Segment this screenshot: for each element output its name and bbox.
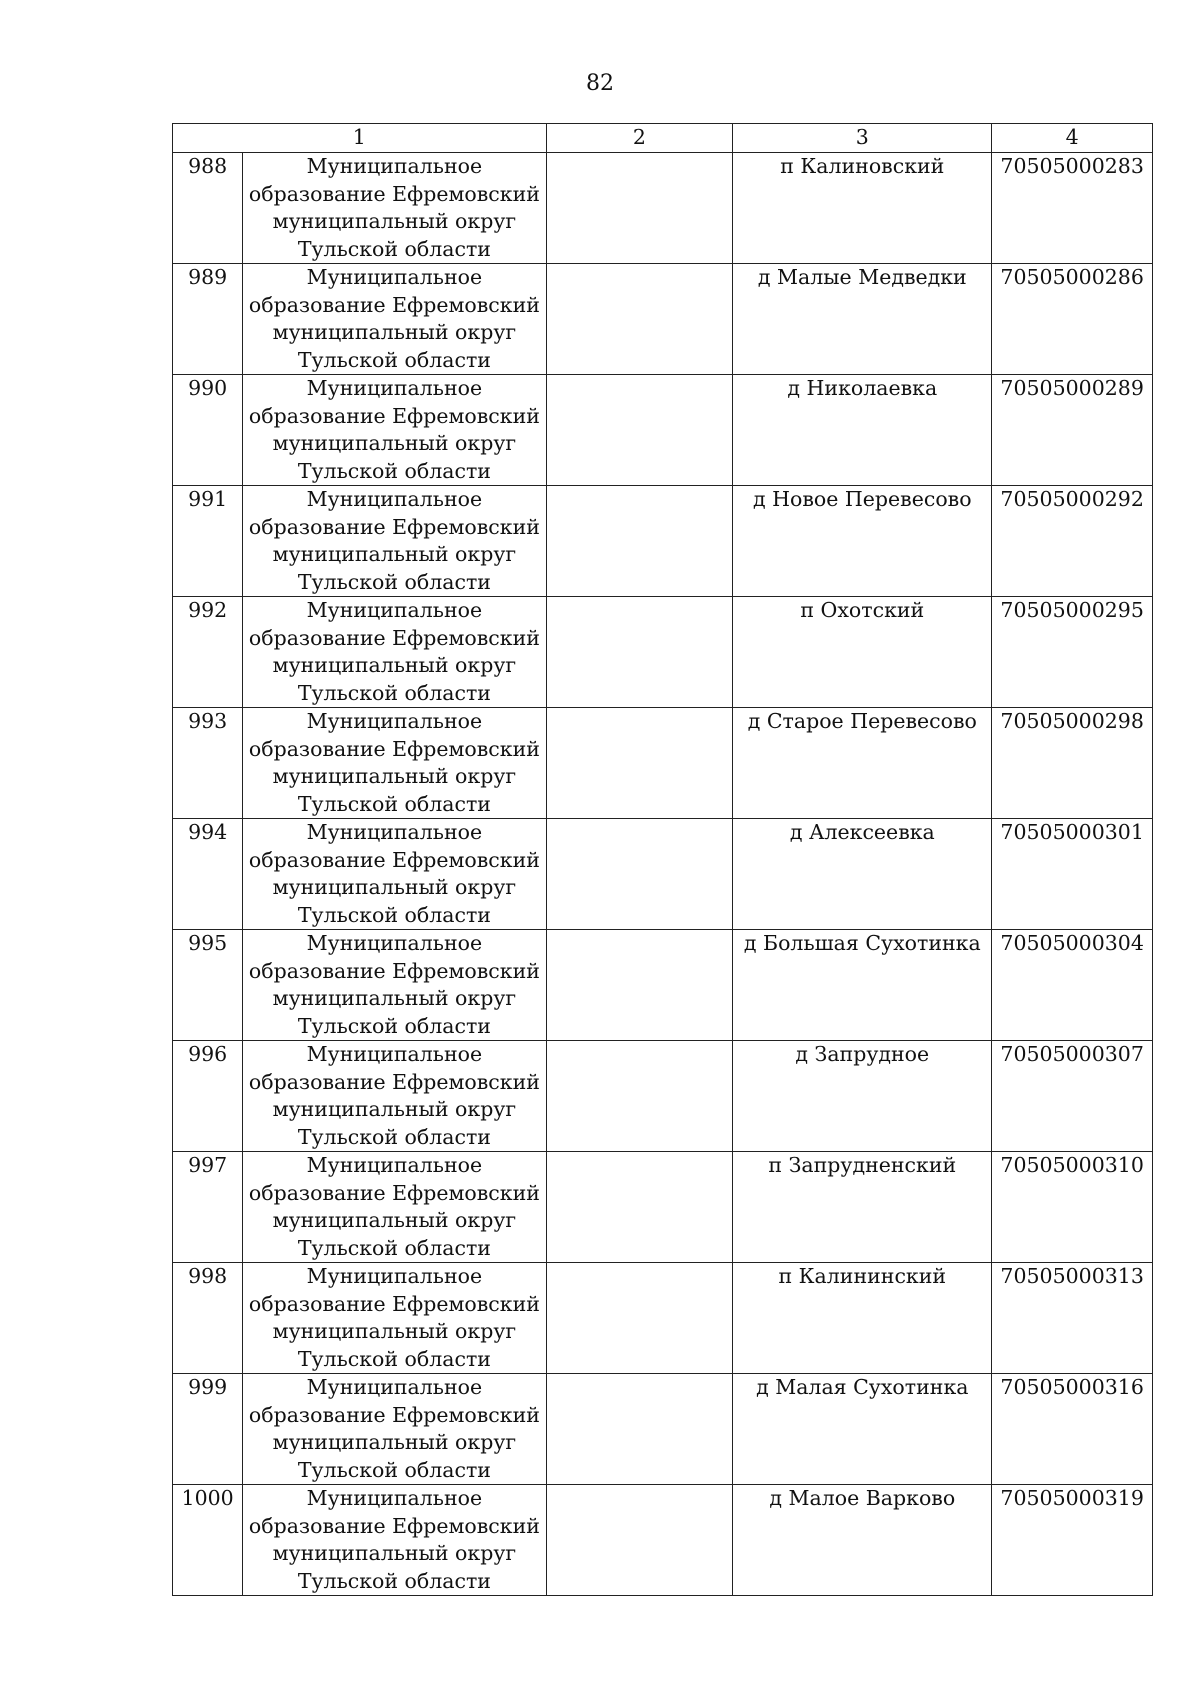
municipality-name-line: образование Ефремовский [248, 403, 540, 428]
table-row [173, 1374, 1153, 1485]
table-row [173, 930, 1153, 1041]
locality-cell: п Охотский [733, 597, 992, 708]
locality-cell: п Запрудненский [733, 1152, 992, 1263]
oktmo-code-cell: 70505000292 [992, 486, 1153, 597]
row-number-cell: 991 [173, 486, 243, 597]
locality-cell: д Алексеевка [733, 819, 992, 930]
oktmo-code-cell: 70505000319 [992, 1485, 1153, 1596]
municipality-name-line: образование Ефремовский [248, 736, 540, 761]
municipality-name-line: Тульской области [297, 1457, 491, 1482]
municipality-name-line: Тульской области [297, 1568, 491, 1593]
municipality-name-line: муниципальный округ [272, 986, 517, 1010]
table-header-row [173, 124, 1153, 153]
municipality-name-cell [243, 1374, 546, 1485]
row-number-cell: 996 [173, 1041, 243, 1152]
municipality-name-line: муниципальный округ [272, 1097, 517, 1121]
municipality-name-line: образование Ефремовский [248, 514, 540, 539]
municipality-name-line: Муниципальное [306, 1153, 483, 1177]
municipality-name-line: муниципальный округ [272, 653, 517, 677]
municipality-name-line: Тульской области [297, 1124, 491, 1149]
oktmo-code-cell: 70505000304 [992, 930, 1153, 1041]
header-cell-1: 1 [173, 124, 547, 153]
table-row [173, 1263, 1153, 1374]
municipality-name-cell [243, 930, 546, 1041]
locality-cell: д Запрудное [733, 1041, 992, 1152]
municipality-name-line: образование Ефремовский [248, 292, 540, 317]
row-number-cell: 995 [173, 930, 243, 1041]
municipality-name-line: Тульской области [297, 458, 491, 483]
row-number-cell: 990 [173, 375, 243, 486]
municipality-name-line: муниципальный округ [272, 764, 517, 788]
municipality-name-line: Муниципальное [306, 820, 483, 844]
municipality-name-line: образование Ефремовский [248, 958, 540, 983]
column-2-cell [546, 153, 733, 264]
table-row [173, 597, 1153, 708]
municipality-name-line: муниципальный округ [272, 1541, 517, 1565]
table-row [173, 819, 1153, 930]
municipality-name-line: Тульской области [297, 791, 491, 816]
oktmo-code-cell: 70505000295 [992, 597, 1153, 708]
column-2-cell [546, 708, 733, 819]
table-row [173, 264, 1153, 375]
locality-cell: д Старое Перевесово [733, 708, 992, 819]
municipality-name-line: Муниципальное [306, 1264, 483, 1288]
column-2-cell [546, 1152, 733, 1263]
data-table [172, 123, 1153, 1596]
locality-cell: д Большая Сухотинка [733, 930, 992, 1041]
municipality-name-line: Тульской области [297, 1235, 491, 1260]
oktmo-code-cell: 70505000298 [992, 708, 1153, 819]
oktmo-code-cell: 70505000310 [992, 1152, 1153, 1263]
header-cell-3: 3 [733, 124, 992, 153]
municipality-name-line: муниципальный округ [272, 542, 517, 566]
table-row [173, 1152, 1153, 1263]
municipality-name-cell [243, 597, 546, 708]
municipality-name-line: Тульской области [297, 1013, 491, 1038]
municipality-name-cell [243, 486, 546, 597]
oktmo-code-cell: 70505000307 [992, 1041, 1153, 1152]
header-cell-4: 4 [992, 124, 1153, 153]
column-2-cell [546, 1041, 733, 1152]
municipality-name-line: Муниципальное [306, 1486, 483, 1510]
municipality-name-line: образование Ефремовский [248, 181, 540, 206]
column-2-cell [546, 930, 733, 1041]
municipality-name-line: Муниципальное [306, 265, 483, 289]
locality-cell: д Малое Варково [733, 1485, 992, 1596]
municipality-name-line: Муниципальное [306, 598, 483, 622]
column-2-cell [546, 1263, 733, 1374]
municipality-name-line: образование Ефремовский [248, 1291, 540, 1316]
locality-cell: д Новое Перевесово [733, 486, 992, 597]
municipality-name-line: Муниципальное [306, 376, 483, 400]
table-row [173, 153, 1153, 264]
municipality-name-cell [243, 819, 546, 930]
row-number-cell: 992 [173, 597, 243, 708]
municipality-name-cell [243, 264, 546, 375]
municipality-name-line: образование Ефремовский [248, 1513, 540, 1538]
municipality-name-cell [243, 375, 546, 486]
locality-cell: п Калиновский [733, 153, 992, 264]
municipality-name-line: Муниципальное [306, 1375, 483, 1399]
oktmo-code-cell: 70505000313 [992, 1263, 1153, 1374]
municipality-name-line: образование Ефремовский [248, 1069, 540, 1094]
municipality-name-line: Муниципальное [306, 931, 483, 955]
column-2-cell [546, 486, 733, 597]
locality-cell: д Николаевка [733, 375, 992, 486]
column-2-cell [546, 819, 733, 930]
municipality-name-line: муниципальный округ [272, 1430, 517, 1454]
municipality-name-line: Муниципальное [306, 154, 483, 178]
municipality-name-line: муниципальный округ [272, 320, 517, 344]
oktmo-code-cell: 70505000301 [992, 819, 1153, 930]
row-number-cell: 997 [173, 1152, 243, 1263]
municipality-name-cell [243, 1485, 546, 1596]
row-number-cell: 989 [173, 264, 243, 375]
municipality-name-line: муниципальный округ [272, 431, 517, 455]
municipality-name-line: Тульской области [297, 1346, 491, 1371]
municipality-name-line: Муниципальное [306, 487, 483, 511]
column-2-cell [546, 597, 733, 708]
municipality-name-line: образование Ефремовский [248, 1180, 540, 1205]
municipality-name-line: муниципальный округ [272, 1208, 517, 1232]
row-number-cell: 999 [173, 1374, 243, 1485]
municipality-name-line: Муниципальное [306, 1042, 483, 1066]
column-2-cell [546, 1374, 733, 1485]
oktmo-code-cell: 70505000316 [992, 1374, 1153, 1485]
column-2-cell [546, 375, 733, 486]
municipality-name-line: Тульской области [297, 902, 491, 927]
municipality-name-cell [243, 153, 546, 264]
table-row [173, 486, 1153, 597]
row-number-cell: 993 [173, 708, 243, 819]
municipality-name-line: образование Ефремовский [248, 847, 540, 872]
municipality-name-cell [243, 1152, 546, 1263]
column-2-cell [546, 264, 733, 375]
oktmo-code-cell: 70505000289 [992, 375, 1153, 486]
municipality-name-line: муниципальный округ [272, 209, 517, 233]
page-number: 82 [586, 71, 614, 96]
oktmo-code-cell: 70505000283 [992, 153, 1153, 264]
municipality-name-line: образование Ефремовский [248, 625, 540, 650]
locality-cell: д Малая Сухотинка [733, 1374, 992, 1485]
municipality-name-line: образование Ефремовский [248, 1402, 540, 1427]
column-2-cell [546, 1485, 733, 1596]
municipality-name-cell [243, 708, 546, 819]
locality-cell: п Калининский [733, 1263, 992, 1374]
oktmo-code-cell: 70505000286 [992, 264, 1153, 375]
municipality-name-line: муниципальный округ [272, 1319, 517, 1343]
municipality-name-line: Тульской области [297, 569, 491, 594]
row-number-cell: 994 [173, 819, 243, 930]
table-row [173, 708, 1153, 819]
municipality-name-cell [243, 1041, 546, 1152]
header-cell-2: 2 [546, 124, 733, 153]
municipality-name-line: муниципальный округ [272, 875, 517, 899]
municipality-name-line: Тульской области [297, 347, 491, 372]
table-row [173, 1485, 1153, 1596]
municipality-name-line: Муниципальное [306, 709, 483, 733]
municipality-name-line: Тульской области [297, 236, 491, 261]
municipality-name-cell [243, 1263, 546, 1374]
table-row [173, 1041, 1153, 1152]
row-number-cell: 988 [173, 153, 243, 264]
locality-cell: д Малые Медведки [733, 264, 992, 375]
municipality-name-line: Тульской области [297, 680, 491, 705]
row-number-cell: 998 [173, 1263, 243, 1374]
row-number-cell: 1000 [173, 1485, 243, 1596]
table-row [173, 375, 1153, 486]
